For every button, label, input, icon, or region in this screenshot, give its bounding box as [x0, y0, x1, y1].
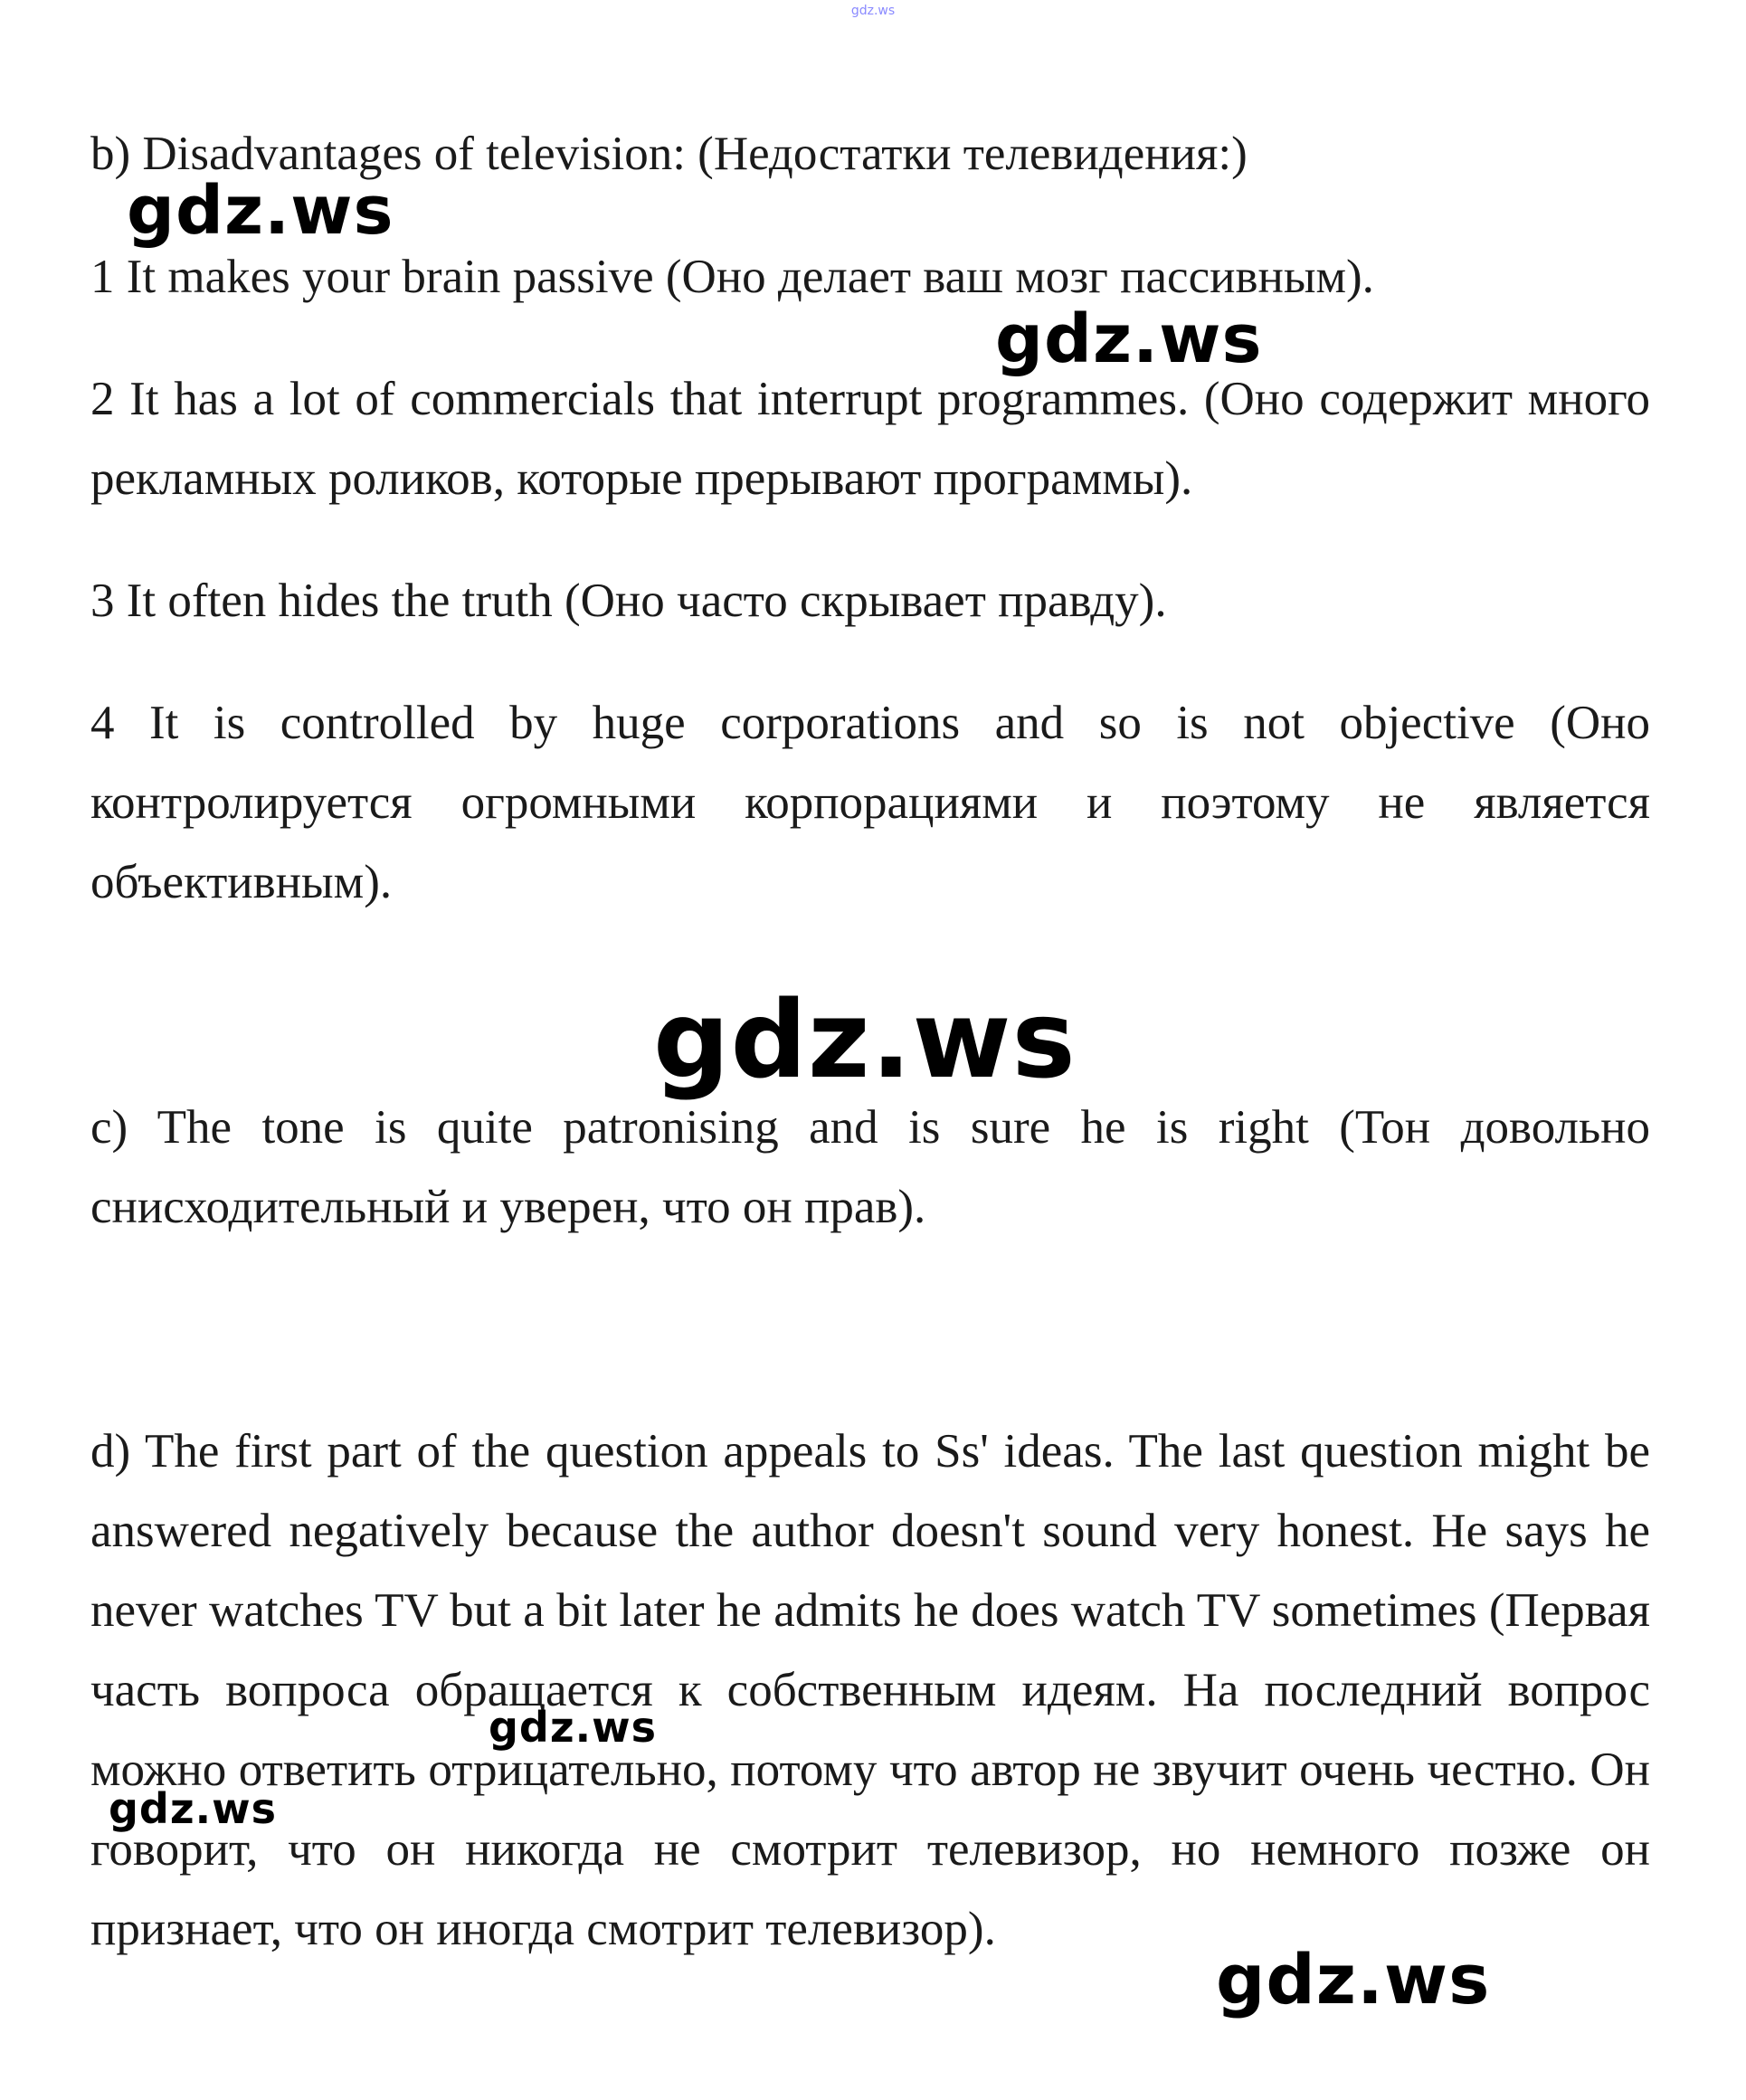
section-b-heading: b) Disadvantages of television: (Недостатки телевидения:): [90, 128, 1248, 180]
site-mark: gdz.ws: [850, 4, 896, 18]
watermark: gdz.ws: [489, 1703, 657, 1752]
watermark: gdz.ws: [109, 1784, 277, 1833]
section-b-item-3: 3 It often hides the truth (Оно часто скрывает правду).: [90, 575, 1167, 627]
watermark: gdz.ws: [653, 977, 1077, 1102]
section-b-item-1: 1 It makes your brain passive (Оно делает ваш мозг пассивным).: [90, 251, 1374, 303]
watermark: gdz.ws: [127, 172, 394, 250]
section-c-text: c) The tone is quite patronising and is sure he is right (Тон довольно снисходительный и уверен, что он прав).: [90, 1101, 1650, 1233]
watermark: gdz.ws: [1216, 1939, 1491, 2019]
watermark: gdz.ws: [995, 300, 1263, 378]
section-b-item-2: 2 It has a lot of commercials that interrupt programmes. (Оно содержит много рекламных роликов, которые прерывают программы).: [90, 373, 1650, 505]
section-b-item-4: 4 It is controlled by huge corporations and so is not objective (Оно контролируется огромными корпорациями и поэтому не является объективным).: [90, 697, 1650, 908]
section-d-text: d) The first part of the question appeals to Ss' ideas. The last question might be answered negatively because the author doesn't sound very honest. He says he never watches TV but a bit later he admits he does watch TV sometimes (Первая часть вопроса обращается к собственным идеям. На последний вопрос можно ответить отрицательно, потому что автор не звучит очень честно. Он говорит, что он никогда не смотрит телевизор, но немного позже он признает, что он иногда смотрит телевизор).: [90, 1425, 1650, 1955]
